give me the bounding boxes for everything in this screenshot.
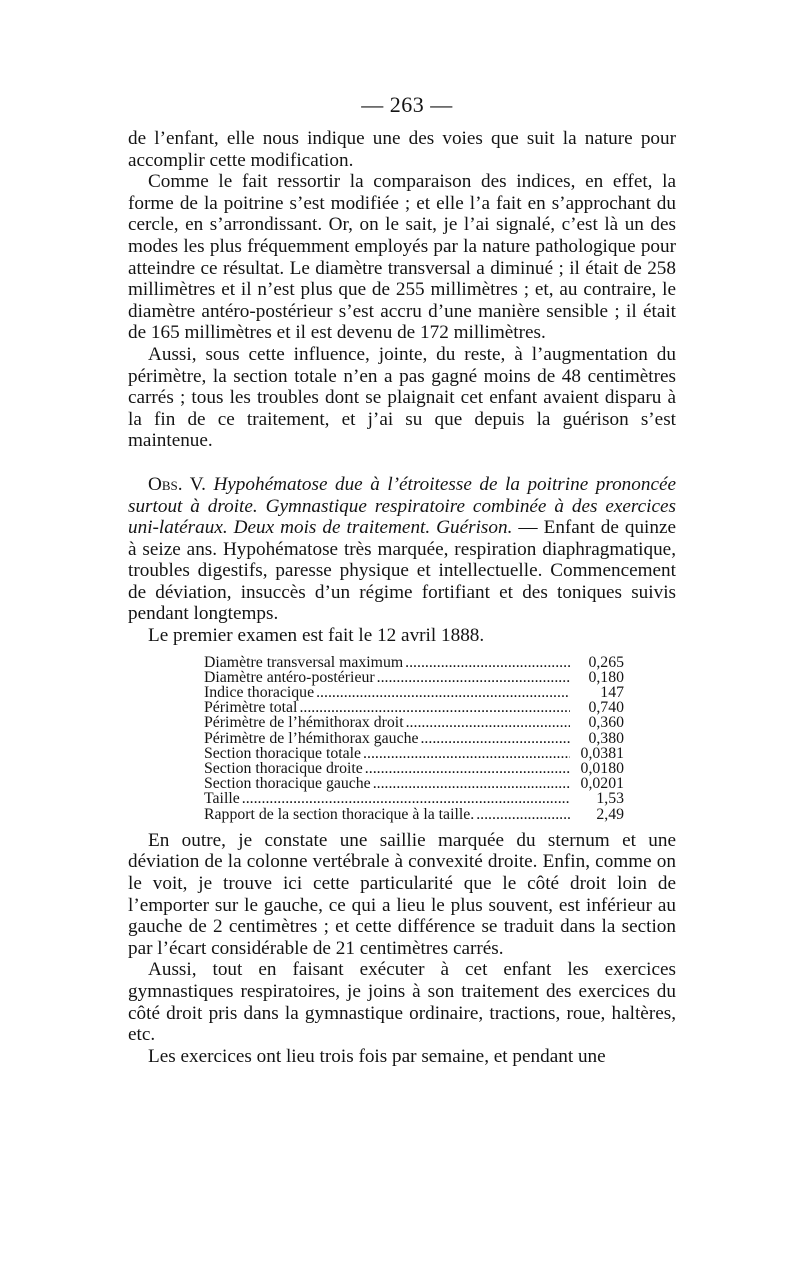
measurement-row — [204, 670, 624, 685]
measurement-label: Section thoracique droite — [204, 760, 363, 778]
dot-leader — [406, 715, 570, 730]
paragraph-indices: Comme le fait ressortir la comparaison des indices, en effet, la forme de la poitrine s’est modifiée ; et elle l’a fait en s’approchant du cercle, en s’arrondissant. Or, on le sait, je l’ai signalé, c’est là un des modes les plus fréquemment employés par la nature pathologique pour atteindre ce résultat. Le diamètre transversal a diminué ; il était de 258 millimètres et il n’est plus que de 255 millimètres ; et, au contraire, le diamètre antéro-postérieur s’est accru d’une manière sensible ; il était de 165 millimètres et il est devenu de 172 millimètres. — [128, 171, 676, 344]
measurement-row — [204, 807, 624, 822]
measurement-value: 147 — [600, 684, 624, 702]
paragraph-treatment: Aussi, tout en faisant exécuter à cet enfant les exercices gymnastiques respiratoires, je joins à son traitement des exercices du côté droit pris dans la gymnastique ordinaire, tractions, roue, haltères, etc. — [128, 959, 676, 1046]
measurement-value: 0,0180 — [580, 760, 624, 778]
dot-leader — [373, 776, 570, 791]
measurement-label: Taille — [204, 790, 240, 808]
measurement-value: 0,0381 — [580, 744, 624, 762]
observation-heading — [128, 474, 676, 625]
dot-leader — [420, 731, 570, 746]
measurement-row — [204, 700, 624, 715]
paragraph-schedule: Les exercices ont lieu trois fois par semaine, et pendant une — [148, 1045, 606, 1067]
exam-date-line: Le premier examen est fait le 12 avril 1888. — [148, 625, 485, 647]
book-page — [128, 92, 676, 1067]
dot-leader — [405, 655, 570, 670]
paragraph-continuation: de l’enfant, elle nous indique une des voies que suit la nature pour accomplir cette modification. — [128, 128, 676, 171]
measurement-row — [204, 655, 624, 670]
measurement-row — [204, 731, 624, 746]
measurement-value: 0,380 — [588, 729, 624, 747]
measurement-label: Diamètre transversal maximum — [204, 653, 404, 671]
dot-leader — [377, 670, 570, 685]
measurement-value: 0,265 — [588, 653, 624, 671]
dot-leader — [365, 761, 570, 776]
measurement-row — [204, 746, 624, 761]
measurement-label: Section thoracique gauche — [204, 775, 371, 793]
observation-label: Obs. V. — [148, 473, 206, 495]
measurement-row — [204, 791, 624, 806]
dot-leader — [242, 791, 570, 806]
measurement-row — [204, 715, 624, 730]
measurement-row — [204, 776, 624, 791]
measurement-label: Section thoracique totale — [204, 744, 362, 762]
measurement-label: Diamètre antéro-postérieur — [204, 668, 375, 686]
measurement-label: Périmètre de l’hémithorax gauche — [204, 729, 419, 747]
measurement-label: Périmètre de l’hémithorax droit — [204, 714, 404, 732]
measurement-label: Indice thoracique — [204, 684, 315, 702]
dot-leader — [299, 700, 570, 715]
paragraph-findings: En outre, je constate une saillie marquée du sternum et une déviation de la colonne vertébrale à convexité droite. Enfin, comme on le voit, je trouve ici cette particularité que le côté droit loin de l’emporter sur le gauche, ce qui a lieu le plus souvent, est inférieur au gauche de 2 centimètres ; et cette différence se traduit dans la section par l’écart considérable de 21 centimètres carrés. — [128, 829, 676, 959]
measurement-label: Rapport de la section thoracique à la taille. — [204, 805, 475, 823]
paragraph-conclusion: Aussi, sous cette influence, jointe, du reste, à l’augmentation du périmètre, la section totale n’en a pas gagné moins de 48 centimètres carrés ; tous les troubles dont se plaignait cet enfant avaient disparu à la fin de ce traitement, et j’ai su que depuis la guérison s’est maintenue. — [128, 343, 676, 452]
dot-leader — [476, 807, 570, 822]
measurement-value: 1,53 — [596, 790, 624, 808]
measurement-label: Périmètre total — [204, 699, 298, 717]
measurement-value: 0,360 — [588, 714, 624, 732]
measurement-value: 2,49 — [596, 805, 624, 823]
page-number: — 263 — — [361, 92, 453, 117]
measurement-value: 0,740 — [588, 699, 624, 717]
measurement-table — [204, 655, 624, 822]
measurement-value: 0,0201 — [580, 775, 624, 793]
measurement-row — [204, 685, 624, 700]
observation-title: Hypohématose due à l’étroitesse de la poitrine prononcée surtout à droite. Gymnastique respiratoire combinée à des exercices uni-latéraux. Deux mois de traitement. Guérison. — [128, 473, 677, 539]
measurement-row — [204, 761, 624, 776]
dot-leader — [316, 685, 570, 700]
dot-leader — [363, 746, 570, 761]
observation-body: — Enfant de quinze à seize ans. Hypohématose très marquée, respiration diaphragmatique, troubles digestifs, paresse physique et intellectuelle. Commencement de déviation, insuccès d’un régime fortifiant et des toniques suivis pendant longtemps. — [128, 517, 677, 625]
measurement-value: 0,180 — [588, 668, 624, 686]
